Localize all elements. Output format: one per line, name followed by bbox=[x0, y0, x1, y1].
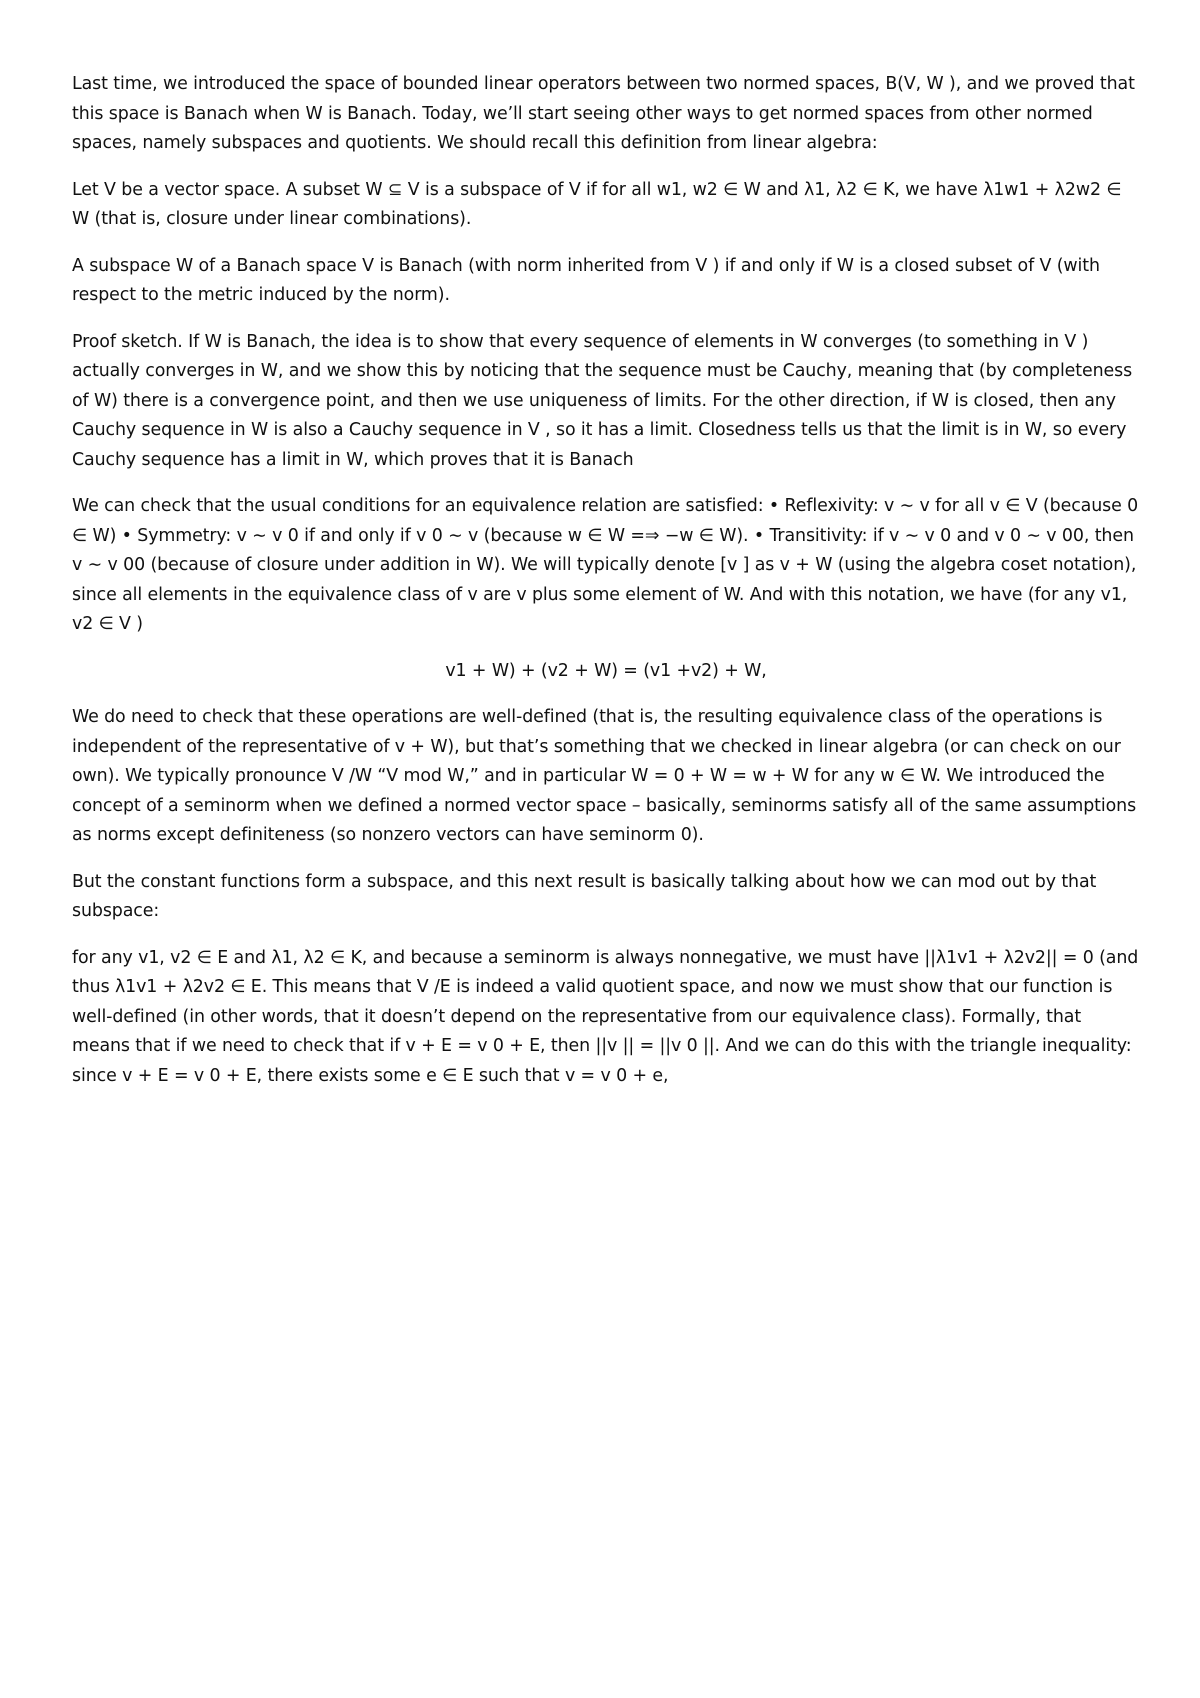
paragraph-banach-subspace-theorem: A subspace W of a Banach space V is Banach (with norm inherited from V ) if and only if W is a closed subset of V (with respect to the metric induced by the norm). bbox=[72, 255, 1100, 305]
paragraph-subspace-definition: Let V be a vector space. A subset W ⊆ V is a subspace of V if for all w1, w2 ∈ W and λ1, λ2 ∈ K, we have λ1w1 + λ2w2 ∈ W (that is, closure under linear combinations). bbox=[72, 179, 1122, 229]
paragraph-equivalence-relation: We can check that the usual conditions for an equivalence relation are satisfied: • Reflexivity: v ∼ v for all v ∈ V (because 0 ∈ W) • Symmetry: v ∼ v 0 if and only if v 0 ∼ v (because w ∈ W =⇒ −w ∈ W). • Transitivity: if v ∼ v 0 and v 0 ∼ v 00, then v ∼ v 00 (because of closure under addition in W). We will typically denote [v ] as v + W (using the algebra coset notation), since all elements in the equivalence class of v are v plus some element of W. And with this notation, we have (for any v1, v2 ∈ V ) bbox=[72, 496, 1139, 634]
paragraph-intro: Last time, we introduced the space of bounded linear operators between two normed spaces, B(V, W ), and we proved that this space is Banach when W is Banach. Today, we’ll start seeing other ways to get normed spaces from other normed spaces, namely subspaces and quotients. We should recall this definition from linear algebra: bbox=[72, 74, 1135, 153]
paragraph-constant-functions: But the constant functions form a subspace, and this next result is basically talking about how we can mod out by that subspace: bbox=[72, 871, 1097, 921]
paragraph-seminorm-quotient: for any v1, v2 ∈ E and λ1, λ2 ∈ K, and because a seminorm is always nonnegative, we must have ||λ1v1 + λ2v2|| = 0 (and thus λ1v1 + λ2v2 ∈ E. This means that V /E is indeed a valid quotient space, and now we must show that our function is well-defined (in other words, that it doesn’t depend on the representative from our equivalence class). Formally, that means that if we need to check that if v + E = v 0 + E, then ||v || = ||v 0 ||. And we can do this with the triangle inequality: since v + E = v 0 + E, there exists some e ∈ E such that v = v 0 + e, bbox=[72, 947, 1139, 1086]
document-body bbox=[72, 70, 1140, 1108]
paragraph-proof-sketch: Proof sketch. If W is Banach, the idea is to show that every sequence of elements in W converges (to something in V ) actually converges in W, and we show this by noticing that the sequence must be Cauchy, meaning that (by completeness of W) there is a convergence point, and then we use uniqueness of limits. For the other direction, if W is closed, then any Cauchy sequence in W is also a Cauchy sequence in V , so it has a limit. Closedness tells us that the limit is in W, so every Cauchy sequence has a limit in W, which proves that it is Banach bbox=[72, 331, 1133, 470]
equation-coset-addition: v1 + W) + (v2 + W) = (v1 +v2) + W, bbox=[445, 660, 767, 681]
paragraph-well-defined: We do need to check that these operations are well-defined (that is, the resulting equivalence class of the operations is independent of the representative of v + W), but that’s something that we checked in linear algebra (or can check on our own). We typically pronounce V /W “V mod W,” and in particular W = 0 + W = w + W for any w ∈ W. We introduced the concept of a seminorm when we defined a normed vector space – basically, seminorms satisfy all of the same assumptions as norms except definiteness (so nonzero vectors can have seminorm 0). bbox=[72, 707, 1137, 845]
